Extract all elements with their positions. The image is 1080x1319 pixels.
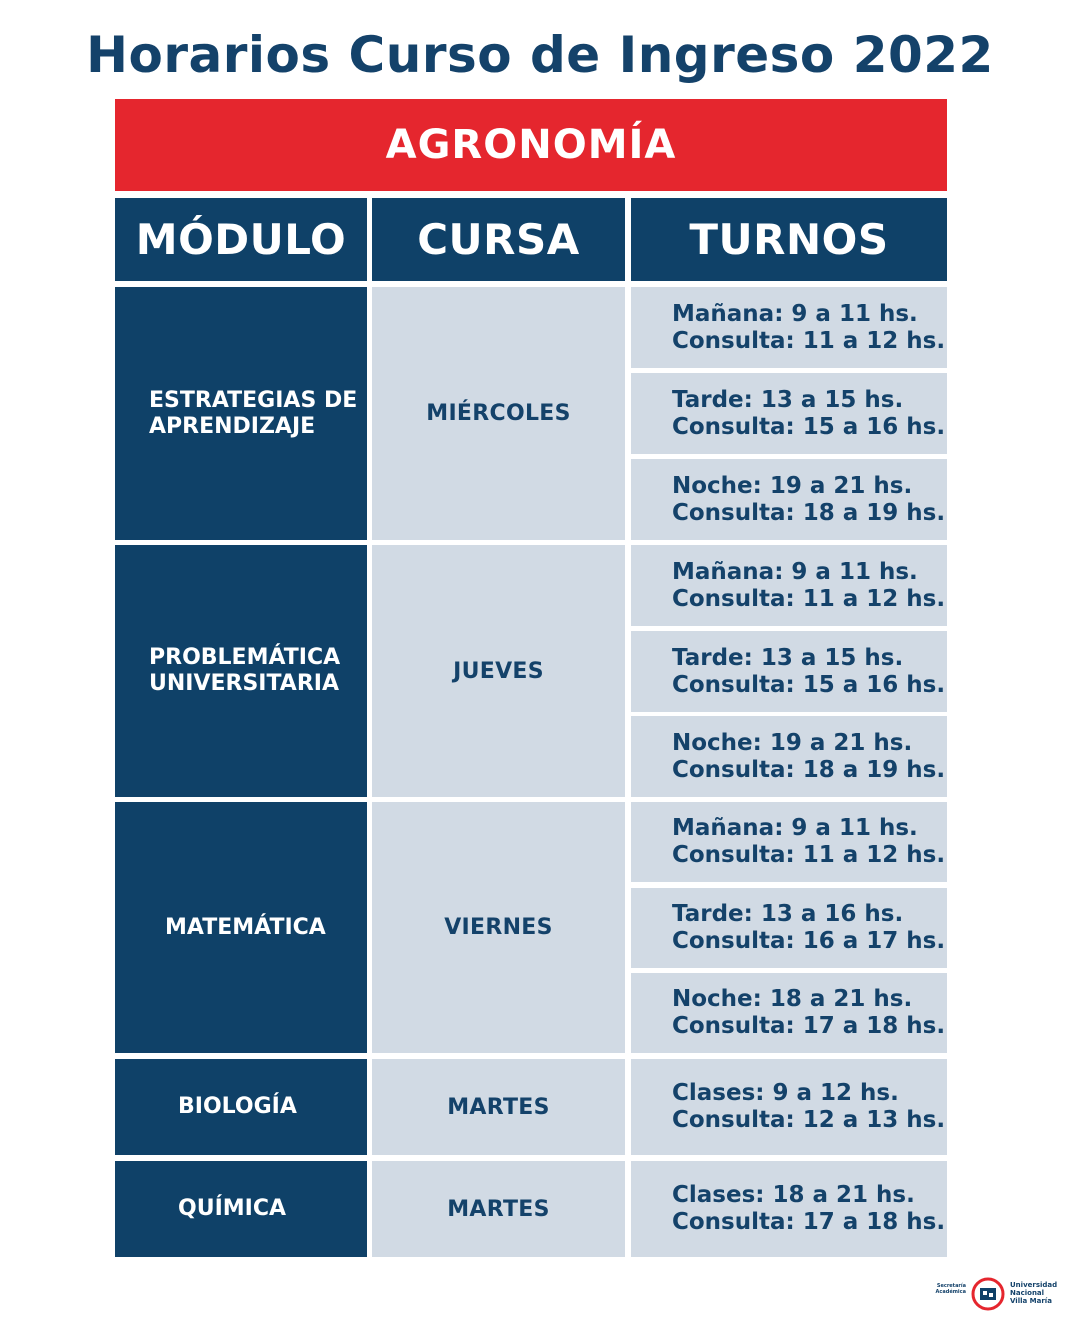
page-title: Horarios Curso de Ingreso 2022 [86, 26, 994, 84]
header-turnos: TURNOS [631, 198, 947, 281]
university-logo-icon [971, 1277, 1005, 1311]
shift-cell [631, 545, 947, 626]
consulta-time: Consulta: 17 a 18 hs. [672, 1013, 946, 1039]
module-name [178, 1094, 297, 1120]
shift-time: Noche: 18 a 21 hs. [672, 986, 913, 1012]
footer-logos [926, 1273, 1076, 1313]
module-name-line: ESTRATEGIAS DE [149, 387, 358, 413]
module-name-line: QUÍMICA [178, 1196, 287, 1221]
module-name [149, 645, 340, 697]
consulta-time: Consulta: 11 a 12 hs. [672, 585, 946, 612]
module-name [165, 915, 326, 941]
shift-time: Clases: 18 a 21 hs. [672, 1182, 915, 1208]
shift-cell [631, 888, 947, 968]
consulta-time: Consulta: 15 a 16 hs. [672, 413, 946, 440]
day-cell: JUEVES [372, 545, 625, 797]
day-cell: MARTES [372, 1059, 625, 1155]
consulta-time: Consulta: 17 a 18 hs. [672, 1209, 946, 1235]
shift-time: Clases: 9 a 12 hs. [672, 1080, 899, 1106]
shift-cell [631, 631, 947, 712]
module-name-line: BIOLOGÍA [178, 1094, 297, 1119]
shift-time: Mañana: 9 a 11 hs. [672, 300, 918, 327]
shift-cell [631, 973, 947, 1053]
shift-cell [631, 802, 947, 882]
header-modulo: MÓDULO [115, 198, 367, 281]
module-cell [115, 545, 367, 797]
consulta-time: Consulta: 16 a 17 hs. [672, 928, 946, 954]
career-banner: AGRONOMÍA [115, 99, 947, 191]
shift-time: Tarde: 13 a 16 hs. [672, 901, 904, 927]
module-cell [115, 802, 367, 1053]
shift-cell [631, 716, 947, 797]
shift-time: Tarde: 13 a 15 hs. [672, 644, 904, 671]
day-cell: MARTES [372, 1161, 625, 1257]
module-name [149, 388, 357, 440]
shift-cell [631, 287, 947, 368]
shift-cell [631, 1161, 947, 1257]
module-cell [115, 287, 367, 540]
shift-cell [631, 1059, 947, 1155]
consulta-time: Consulta: 18 a 19 hs. [672, 756, 946, 783]
module-name-line: MATEMÁTICA [165, 914, 326, 940]
secretaria-label: Secretaría Académica [935, 1283, 966, 1295]
shift-time: Tarde: 13 a 15 hs. [672, 386, 904, 413]
shift-time: Mañana: 9 a 11 hs. [672, 558, 918, 585]
header-cursa: CURSA [372, 198, 625, 281]
module-name [178, 1196, 286, 1222]
consulta-time: Consulta: 15 a 16 hs. [672, 671, 946, 698]
shift-cell [631, 459, 947, 540]
module-name-line: PROBLEMÁTICA [149, 645, 341, 670]
consulta-time: Consulta: 11 a 12 hs. [672, 842, 946, 868]
module-cell [115, 1161, 367, 1257]
module-cell [115, 1059, 367, 1155]
module-name-line: UNIVERSITARIA [149, 671, 339, 696]
module-name-line: APRENDIZAJE [149, 413, 316, 439]
day-cell: VIERNES [372, 802, 625, 1053]
shift-cell [631, 373, 947, 454]
shift-time: Noche: 19 a 21 hs. [672, 729, 913, 756]
university-label: Universidad Nacional Villa María [1010, 1281, 1058, 1305]
consulta-time: Consulta: 11 a 12 hs. [672, 327, 946, 354]
shift-time: Noche: 19 a 21 hs. [672, 472, 913, 499]
day-cell: MIÉRCOLES [372, 287, 625, 540]
consulta-time: Consulta: 12 a 13 hs. [672, 1107, 946, 1133]
consulta-time: Consulta: 18 a 19 hs. [672, 499, 946, 526]
shift-time: Mañana: 9 a 11 hs. [672, 815, 918, 841]
